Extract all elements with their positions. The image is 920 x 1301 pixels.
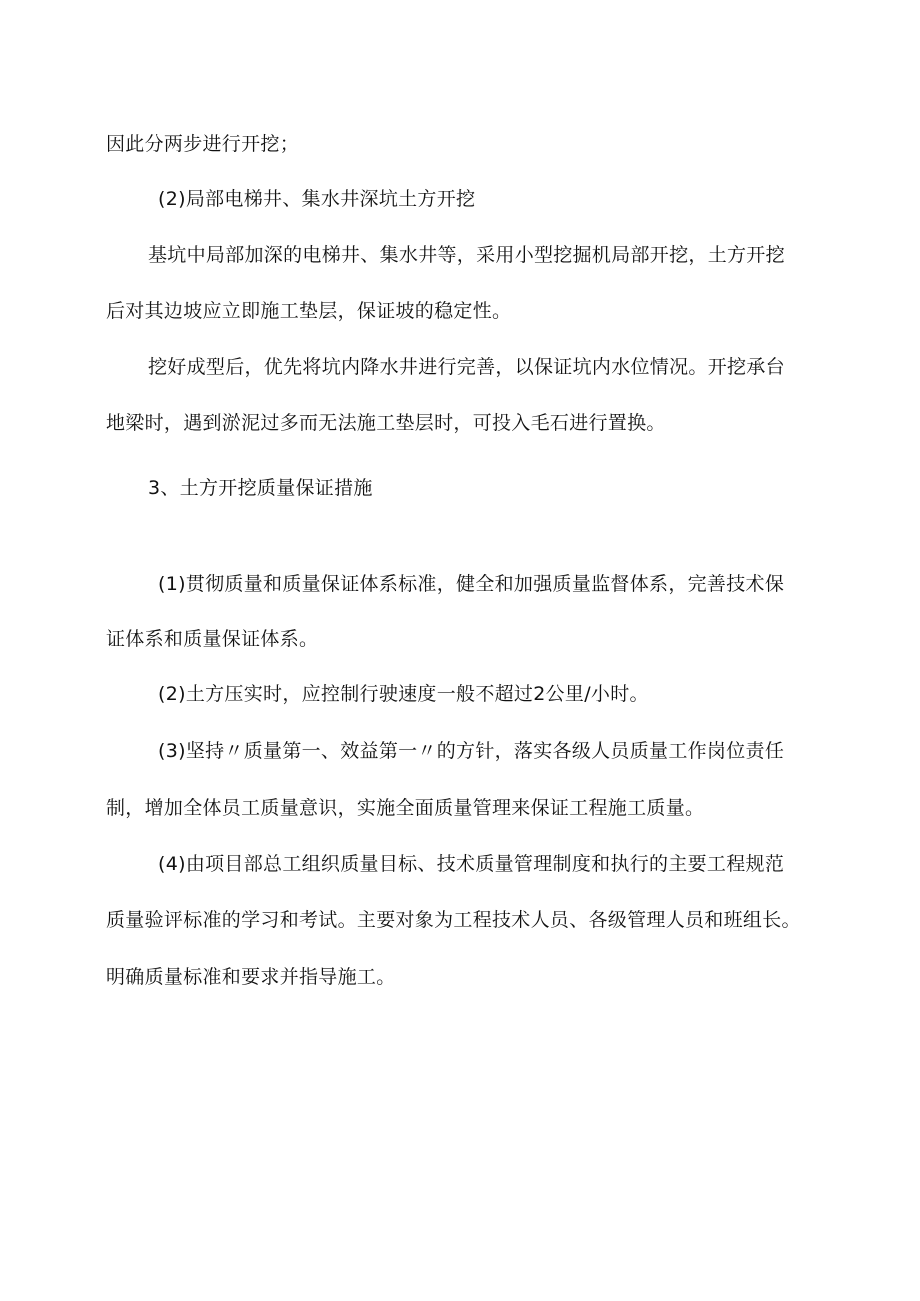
text-line-9: 证体系和质量保证体系。: [106, 628, 319, 650]
text-line-12: 制，增加全体员工质量意识，实施全面质量管理来保证工程施工质量。: [106, 797, 705, 819]
text-line-11: (3)坚持〃质量第一、效益第一〃的方针，落实各级人员质量工作岗位责任: [158, 740, 785, 762]
text-line-4: 后对其边坡应立即施工垫层，保证坡的稳定性。: [106, 300, 512, 322]
text-line-5: 挖好成型后，优先将坑内降水井进行完善，以保证坑内水位情况。开挖承台: [148, 356, 785, 378]
text-line-6: 地梁时，遇到淤泥过多而无法施工垫层时，可投入毛石进行置换。: [106, 412, 666, 434]
text-line-3: 基坑中局部加深的电梯井、集水井等，采用小型挖掘机局部开挖，土方开挖: [148, 244, 785, 266]
text-line-13: (4)由项目部总工组织质量目标、技术质量管理制度和执行的主要工程规范: [158, 853, 785, 875]
text-line-8: (1)贯彻质量和质量保证体系标准，健全和加强质量监督体系，完善技术保: [158, 573, 785, 595]
text-line-15: 明确质量标准和要求并指导施工。: [106, 966, 396, 988]
text-line-14: 质量验评标准的学习和考试。主要对象为工程技术人员、各级管理人员和班组长。: [106, 909, 801, 931]
text-line-10: (2)土方压实时，应控制行驶速度一般不超过2公里/小时。: [158, 683, 649, 705]
text-line-1: 因此分两步进行开挖；: [106, 133, 300, 155]
section-heading-quality-measures: 3、土方开挖质量保证措施: [148, 477, 373, 499]
subheading-deep-pit-excavation: (2)局部电梯井、集水井深坑土方开挖: [158, 188, 476, 210]
